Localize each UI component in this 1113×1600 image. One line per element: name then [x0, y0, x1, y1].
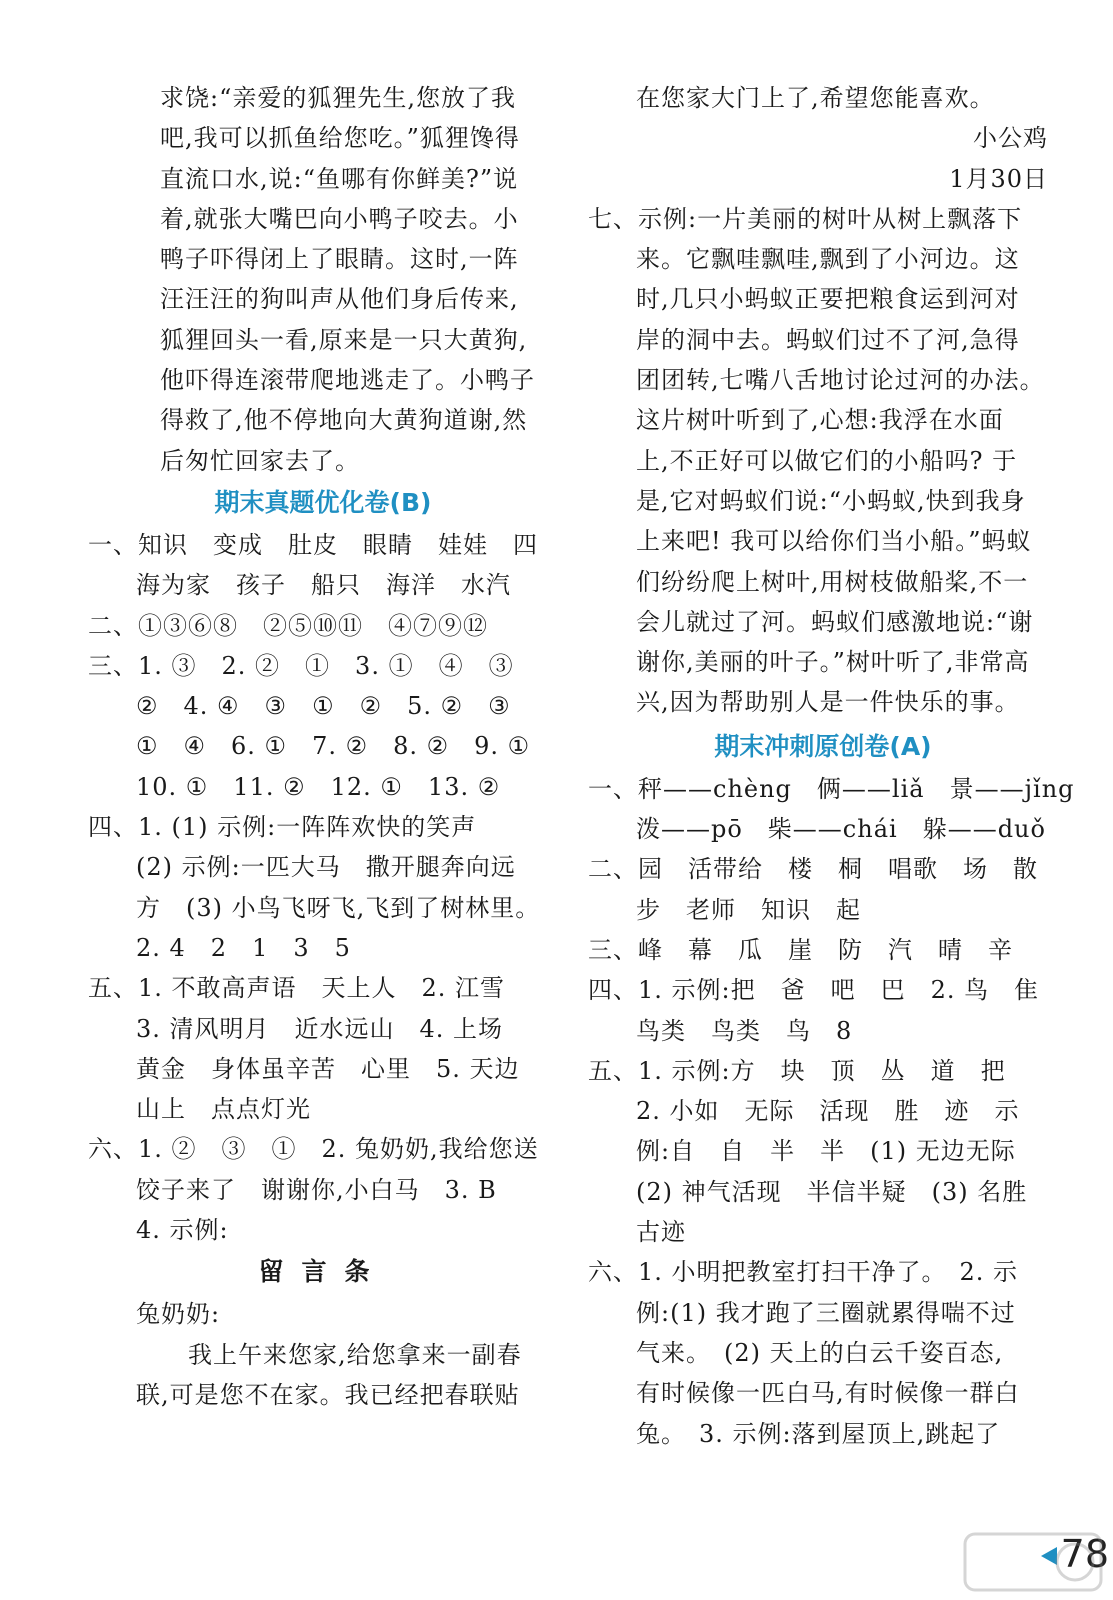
text-line: 步 老师 知识 起 [636, 895, 861, 924]
text-line: 三、1. ③ 2. ② ① 3. ① ④ ③ [88, 651, 514, 680]
text-line: 海为家 孩子 船只 海洋 水汽 [136, 571, 511, 600]
text-line: 联,可是您不在家。我已经把春联贴 [136, 1380, 520, 1409]
section-heading: 期末冲刺原创卷(A) [714, 731, 932, 761]
right-column [588, 78, 1075, 1454]
text-line: 有时候像一匹白马,有时候像一群白 [636, 1379, 1020, 1408]
text-line: 例:自 自 半 半 (1) 无边无际 [636, 1137, 1016, 1166]
text-line: 古迹 [636, 1218, 686, 1247]
text-line: 2. 小如 无际 活现 胜 迹 示 [636, 1097, 1020, 1126]
text-line: 谢你,美丽的叶子。”树叶听了,非常高 [636, 648, 1030, 677]
text-line: (2) 示例:一匹大马 撒开腿奔向远 [136, 853, 516, 882]
memo-title: 留言条 [258, 1257, 388, 1287]
text-line: 后匆忙回家去了。 [160, 446, 360, 475]
text-line: ② 4. ④ ③ ① ② 5. ② ③ [136, 692, 511, 721]
text-line: 求饶:“亲爱的狐狸先生,您放了我 [160, 84, 516, 112]
text-line: 四、1. 示例:把 爸 吧 巴 2. 鸟 隹 [588, 976, 1040, 1005]
text-line: 鸭子吓得闭上了眼睛。这时,一阵 [160, 245, 519, 274]
text-line: 着,就张大嘴巴向小鸭子咬去。小 [160, 204, 519, 233]
section-heading: 期末真题优化卷(B) [214, 487, 432, 517]
text-line: 会儿就过了河。蚂蚁们感激地说:“谢 [636, 607, 1034, 636]
text-line: 我上午来您家,给您拿来一副春 [188, 1340, 522, 1369]
text-line: 岸的洞中去。蚂蚁们过不了河,急得 [636, 325, 1020, 354]
text-line: 得救了,他不停地向大黄狗道谢,然 [160, 406, 528, 435]
text-line: 二、园 活带给 楼 桐 唱歌 场 散 [588, 855, 1038, 884]
text-line: 上,不正好可以做它们的小船吗? 于 [636, 446, 1018, 475]
watermark-icon [963, 1528, 1103, 1596]
text-line: 兔奶奶: [136, 1300, 221, 1329]
text-line: 六、1. 小明把教室打扫干净了。 2. 示 [588, 1258, 1019, 1287]
text-line: 黄金 身体虽辛苦 心里 5. 天边 [136, 1054, 520, 1083]
text-line: 气来。 (2) 天上的白云千姿百态, [636, 1338, 1004, 1367]
text-line: 三、峰 幕 瓜 崖 防 汽 晴 辛 [588, 935, 1013, 964]
page-number: 78 [1060, 1532, 1109, 1576]
text-line: 时,几只小蚂蚁正要把粮食运到河对 [636, 285, 1020, 314]
text-line: 七、示例:一片美丽的树叶从树上飘落下 [588, 204, 1023, 233]
left-column [88, 78, 558, 1415]
text-line: 他吓得连滚带爬地逃走了。小鸭子 [160, 366, 535, 395]
text-line: 在您家大门上了,希望您能喜欢。 [636, 84, 995, 112]
text-line: ① ④ 6. ① 7. ② 8. ② 9. ① [136, 732, 531, 761]
text-line: 来。它飘哇飘哇,飘到了小河边。这 [636, 245, 1020, 274]
text-line: 10. ① 11. ② 12. ① 13. ② [136, 772, 501, 801]
text-line: 饺子来了 谢谢你,小白马 3. B [136, 1175, 497, 1204]
text-line: 四、1. (1) 示例:一阵阵欢快的笑声 [88, 813, 477, 842]
text-line: 鸟类 鸟类 鸟 8 [636, 1016, 853, 1045]
text-line: 一、知识 变成 肚皮 眼睛 娃娃 四 [88, 530, 538, 559]
text-line: 方 (3) 小鸟飞呀飞,飞到了树林里。 [136, 893, 541, 922]
text-line: 泼——pō 柴——chái 躲——duǒ [636, 815, 1046, 844]
text-line: 兴,因为帮助别人是一件快乐的事。 [636, 688, 1020, 717]
text-line: 二、①③⑥⑧ ②⑤⑩⑪ ④⑦⑨⑫ [88, 611, 488, 640]
text-line: 狐狸回头一看,原来是一只大黄狗, [160, 325, 528, 354]
text-line: 六、1. ② ③ ① 2. 兔奶奶,我给您送 [88, 1135, 539, 1164]
text-line: 直流口水,说:“鱼哪有你鲜美?”说 [160, 164, 519, 193]
text-line: 一、秤——chèng 俩——liǎ 景——jǐng [588, 774, 1075, 803]
text-line: 团团转,七嘴八舌地讨论过河的办法。 [636, 366, 1045, 395]
text-line: 五、1. 不敢高声语 天上人 2. 江雪 [88, 974, 506, 1003]
text-line: 山上 点点灯光 [136, 1095, 311, 1124]
text-line: 小公鸡 [973, 124, 1048, 153]
text-line: 兔。 3. 示例:落到屋顶上,跳起了 [636, 1419, 1001, 1448]
text-line: 3. 清风明月 近水远山 4. 上场 [136, 1014, 504, 1043]
text-line: (2) 神气活现 半信半疑 (3) 名胜 [636, 1177, 1028, 1206]
text-line: 这片树叶听到了,心想:我浮在水面 [636, 406, 1004, 435]
text-line: 吧,我可以抓鱼给您吃。”狐狸馋得 [160, 124, 520, 153]
text-line: 是,它对蚂蚁们说:“小蚂蚁,快到我身 [636, 486, 1026, 515]
text-line: 4. 示例: [136, 1216, 229, 1245]
text-line: 1月30日 [949, 164, 1048, 193]
text-line: 们纷纷爬上树叶,用树枝做船桨,不一 [636, 567, 1029, 596]
text-line: 五、1. 示例:方 块 顶 丛 道 把 [588, 1056, 1006, 1085]
text-line: 汪汪汪的狗叫声从他们身后传来, [160, 285, 519, 314]
text-line: 2. 4 2 1 3 5 [136, 933, 351, 962]
text-line: 例:(1) 我才跑了三圈就累得喘不过 [636, 1298, 1016, 1327]
text-line: 上来吧! 我可以给你们当小船。”蚂蚁 [636, 527, 1032, 556]
